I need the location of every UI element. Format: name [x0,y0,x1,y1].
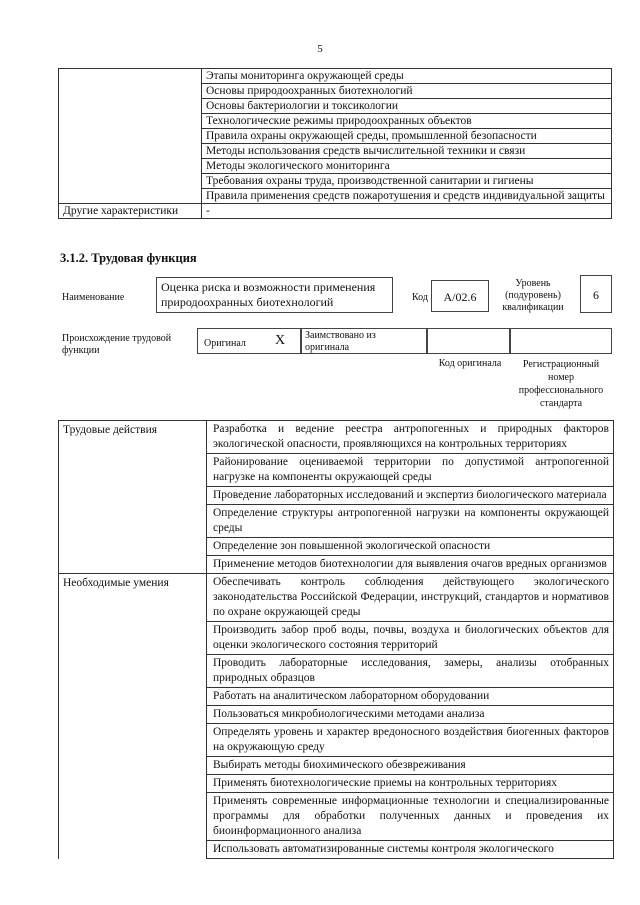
knowledge-item: Методы использования средств вычислительной техники и связи [202,144,612,159]
borrowed-label: Заимствовано из оригинала [305,330,376,353]
function-name-box: Оценка риска и возможности применения природоохранных биотехнологий [156,277,393,313]
level-label: Уровень (подуровень) квалификации [502,278,564,313]
skill-item: Проводить лабораторные исследования, замеры, анализы отобранных природных образцов [207,655,614,688]
knowledge-table [58,68,612,219]
reg-number-caption: Регистрационный номер профессионального стандарта [518,359,604,409]
skill-item: Применять биотехнологические приемы на контрольных территориях [207,775,614,793]
skill-item: Обеспечивать контроль соблюдения действующего экологического законодательства Российской Федерации, инструкций, стандартов и нормативов по охране окружающей среды [207,574,614,622]
knowledge-item: Технологические режимы природоохранных объектов [202,114,612,129]
section-title: 3.1.2. Трудовая функция [60,251,197,265]
name-label: Наименование [62,292,125,303]
knowledge-item: Основы бактериологии и токсикологии [202,99,612,114]
labor-action-item: Разработка и ведение реестра антропогенных и природных факторов экологической опасности, проявляющихся на контрольных территориях [207,421,614,454]
original-label: Оригинал [204,338,246,349]
knowledge-label-cell [59,69,202,204]
level-box: 6 [580,275,612,313]
labor-actions-label: Трудовые действия [59,421,207,574]
labor-action-item: Районирование оцениваемой территории по допустимой антропогенной нагрузке на компоненты окружающей среды [207,454,614,487]
origin-label: Происхождение трудовой функции [62,333,172,356]
other-characteristics-value: - [202,204,612,219]
skills-label: Необходимые умения [59,574,207,859]
skill-item: Производить забор проб воды, почвы, воздуха и биологических объектов для оценки экологического состояния территорий [207,622,614,655]
labor-action-item: Определение структуры антропогенной нагрузки на компоненты окружающей среды [207,505,614,538]
other-characteristics-label: Другие характеристики [59,204,202,219]
skill-item: Использовать автоматизированные системы контроля экологического [207,841,614,859]
knowledge-item: Этапы мониторинга окружающей среды [202,69,612,84]
knowledge-item: Правила применения средств пожаротушения и средств индивидуальной защиты [202,189,612,204]
labor-action-item: Проведение лабораторных исследований и экспертиз биологического материала [207,487,614,505]
reg-number-box [510,328,612,354]
code-box: A/02.6 [431,280,489,312]
knowledge-item: Правила охраны окружающей среды, промышленной безопасности [202,129,612,144]
function-details-table [58,420,614,859]
skill-item: Пользоваться микробиологическими методами анализа [207,706,614,724]
original-mark: X [275,333,286,348]
knowledge-item: Требования охраны труда, производственной санитарии и гигиены [202,174,612,189]
skill-item: Определять уровень и характер вредоносного воздействия биогенных факторов на окружающую среду [207,724,614,757]
knowledge-item: Основы природоохранных биотехнологий [202,84,612,99]
page-number: 5 [317,43,323,55]
code-label: Код [412,292,428,303]
labor-action-item: Определение зон повышенной экологической опасности [207,538,614,556]
skill-item: Применять современные информационные технологии и специализированные программы для обработки полученных данных и проведения их биоинформационного анализа [207,793,614,841]
skill-item: Работать на аналитическом лабораторном оборудовании [207,688,614,706]
knowledge-item: Методы экологического мониторинга [202,159,612,174]
labor-action-item: Применение методов биотехнологии для выявления очагов вредных организмов [207,556,614,574]
original-code-box [427,328,510,354]
skill-item: Выбирать методы биохимического обезвреживания [207,757,614,775]
original-code-caption: Код оригинала [438,358,502,369]
